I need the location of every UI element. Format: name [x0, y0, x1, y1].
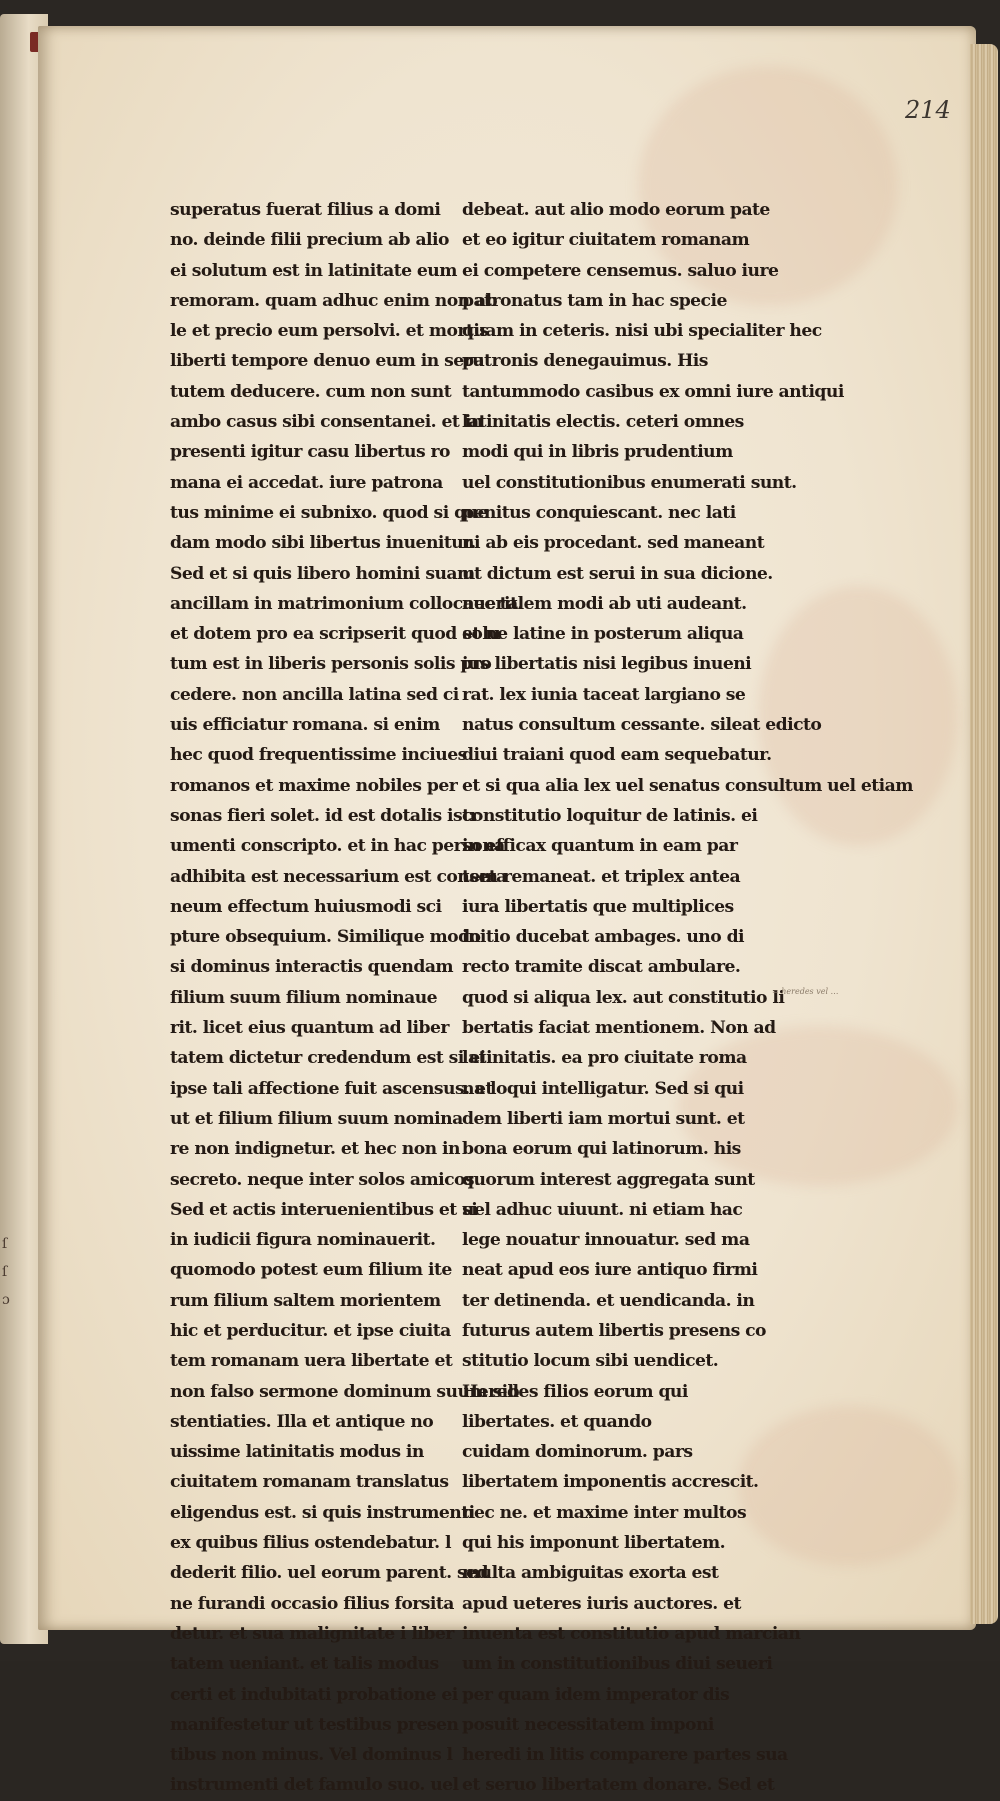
text-line: Sed et actis interuenientibus et si — [170, 1199, 478, 1220]
text-line: re non indignetur. et hec non in — [170, 1139, 460, 1160]
text-line: le et precio eum persolvi. et mortis — [170, 321, 489, 342]
text-line: hec quod frequentissime inciues — [170, 745, 467, 766]
text-line: uissime latinitatis modus in — [170, 1442, 424, 1463]
text-line: uis efficiatur romana. si enim — [170, 715, 440, 736]
text-line: no. deinde filii precium ab alio — [170, 230, 449, 251]
text-line: liberti tempore denuo eum in seru — [170, 351, 485, 372]
text-line: quorum interest aggregata sunt — [462, 1169, 755, 1190]
text-line: superatus fuerat filius a domi — [170, 200, 441, 220]
text-line: tantummodo casibus ex omni iure antiqui — [462, 381, 844, 402]
text-line: tutem deducere. cum non sunt — [170, 381, 452, 402]
text-line: na loqui intelligatur. Sed si qui — [462, 1078, 744, 1099]
text-line: ei solutum est in latinitate eum — [170, 260, 457, 281]
text-line: modi qui in libris prudentium — [462, 442, 733, 463]
text-line: lege nouatur innouatur. sed ma — [462, 1230, 750, 1251]
text-line: dederit filio. uel eorum parent. sed — [170, 1563, 488, 1584]
text-line: nec ne. et maxime inter multos — [462, 1502, 747, 1523]
text-line: recto tramite discat ambulare. — [462, 957, 741, 978]
text-line: nec talem modi ab uti audeant. — [462, 593, 747, 614]
text-column-left — [170, 195, 523, 1801]
text-line: rat. lex iunia taceat largiano se — [462, 684, 746, 705]
folio-number: 214 — [905, 96, 951, 124]
text-line: uel adhuc uiuunt. ni etiam hac — [462, 1199, 743, 1220]
text-line: ut dictum est serui in sua dicione. — [462, 563, 773, 584]
text-line: ni ab eis procedant. sed maneant — [462, 533, 765, 554]
text-line: rum filium saltem morientem — [170, 1290, 441, 1311]
text-line: tatem dictetur credendum est si ei — [170, 1048, 486, 1069]
text-line: ius libertatis nisi legibus inueni — [462, 654, 752, 675]
text-line: debeat. aut alio modo eorum pate — [462, 200, 770, 220]
text-line: stentiaties. Illa et antique no — [170, 1411, 434, 1432]
text-line: et eo igitur ciuitatem romanam — [462, 230, 750, 251]
text-line: constitutio loquitur de latinis. ei — [462, 805, 758, 826]
text-line: uel constitutionibus enumerati sunt. — [462, 472, 797, 493]
text-line: et si qua alia lex uel senatus consultum uel etiam — [462, 775, 913, 796]
text-line: tatem ueniant. et talis modus — [170, 1654, 439, 1675]
text-line: et seruo libertatem donare. Sed et — [462, 1775, 775, 1796]
text-line: secreto. neque inter solos amicos. — [170, 1169, 480, 1190]
text-line: ancillam in matrimonium collocauerit. — [170, 593, 523, 614]
text-line: penitus conquiescant. nec lati — [462, 502, 736, 523]
text-line: tem romanam uera libertate et — [170, 1351, 453, 1372]
text-line: sonas fieri solet. id est dotalis istr — [170, 805, 479, 826]
text-line: cedere. non ancilla latina sed ci — [170, 684, 459, 705]
text-line: patronis denegauimus. His — [462, 351, 708, 372]
text-line: bona eorum qui latinorum. his — [462, 1139, 741, 1160]
text-line: et dotem pro ea scripserit quod solu — [170, 624, 501, 645]
text-line: diui traiani quod eam sequebatur. — [462, 745, 772, 766]
text-line: ex quibus filius ostendebatur. l — [170, 1533, 451, 1554]
text-line: in efficax quantum in eam par — [462, 836, 738, 857]
text-line: tus minime ei subnixo. quod si que — [170, 502, 488, 523]
text-line: rit. licet eius quantum ad liber — [170, 1018, 449, 1039]
text-line: filium suum filium nominaue — [170, 987, 438, 1008]
text-line: quomodo potest eum filium ite — [170, 1260, 452, 1281]
text-line: tibus non minus. Vel dominus l — [170, 1745, 453, 1766]
text-line: natus consultum cessante. sileat edicto — [462, 715, 822, 736]
text-line: non falso sermone dominum suum sib — [170, 1381, 520, 1402]
text-line: mana ei accedat. iure patrona — [170, 472, 443, 493]
text-line: libertates. et quando — [462, 1411, 652, 1432]
text-line: qui his imponunt libertatem. — [462, 1533, 726, 1554]
text-line: Sed et si quis libero homini suam — [170, 563, 475, 584]
marginal-note: = heredes vel … — [772, 987, 839, 996]
text-line: et ne latine in posterum aliqua — [462, 624, 744, 645]
text-line: latinitatis. ea pro ciuitate roma — [462, 1048, 747, 1069]
text-line: manifestetur ut testibus presen — [170, 1714, 459, 1735]
text-line: dam modo sibi libertus inuenitur. — [170, 533, 476, 554]
text-line: tum est in liberis personis solis pro — [170, 654, 492, 675]
text-line: dem liberti iam mortui sunt. et — [462, 1108, 745, 1129]
text-line: presenti igitur casu libertus ro — [170, 442, 450, 463]
text-line: patronatus tam in hac specie — [462, 290, 727, 311]
text-line: instrumenti det famulo suo. uel — [170, 1775, 459, 1796]
text-line: per quam idem imperator dis — [462, 1684, 730, 1705]
text-line: multa ambiguitas exorta est — [462, 1563, 719, 1584]
text-line: Heredes filios eorum qui — [462, 1381, 688, 1402]
text-line: quod si aliqua lex. aut constitutio li — [462, 987, 785, 1008]
text-line: um in constitutionibus diui seueri — [462, 1654, 773, 1675]
text-line: futurus autem libertis presens co — [462, 1320, 766, 1341]
text-line: ciuitatem romanam translatus — [170, 1472, 449, 1493]
text-line: in iudicii figura nominauerit. — [170, 1230, 436, 1251]
facing-page-marks: ſ ſ ɔ — [2, 1236, 10, 1308]
page-stack-edges — [970, 44, 998, 1624]
text-line: certi et indubitati probatione ei — [170, 1684, 458, 1705]
text-line: bertatis faciat mentionem. Non ad — [462, 1018, 776, 1039]
text-line: stitutio locum sibi uendicet. — [462, 1351, 719, 1372]
text-line: detur. et sua malignitate i liber — [170, 1623, 454, 1644]
text-line: latinitatis electis. ceteri omnes — [462, 412, 744, 433]
text-line: quam in ceteris. nisi ubi specialiter hec — [462, 321, 822, 342]
text-line: initio ducebat ambages. uno di — [462, 927, 745, 948]
text-line: ne furandi occasio filius forsita — [170, 1593, 454, 1614]
text-line: neum effectum huiusmodi sci — [170, 896, 442, 917]
text-line: si dominus interactis quendam — [170, 957, 454, 978]
text-line: ut et filium filium suum nomina — [170, 1108, 463, 1129]
text-line: cuidam dominorum. pars — [462, 1442, 693, 1463]
text-line: neat apud eos iure antiquo firmi — [462, 1260, 758, 1281]
text-line: umenti conscripto. et in hac persona — [170, 836, 505, 857]
text-line: heredi in litis comparere partes sua — [462, 1745, 788, 1766]
text-line: romanos et maxime nobiles per — [170, 775, 458, 796]
text-line: ipse tali affectione fuit ascensus. et — [170, 1078, 493, 1099]
text-line: inuenta est constitutio apud marcian — [462, 1623, 801, 1644]
text-line: posuit necessitatem imponi — [462, 1714, 714, 1735]
text-line: ei competere censemus. saluo iure — [462, 260, 779, 281]
text-line: hic et perducitur. et ipse ciuita — [170, 1320, 451, 1341]
text-line: remoram. quam adhuc enim non ab — [170, 290, 498, 311]
text-line: tem remaneat. et triplex antea — [462, 866, 741, 887]
text-line: apud ueteres iuris auctores. et — [462, 1593, 741, 1614]
text-line: ter detinenda. et uendicanda. in — [462, 1290, 755, 1311]
text-line: eligendus est. si quis instrumenti — [170, 1502, 475, 1523]
text-line: libertatem imponentis accrescit. — [462, 1472, 759, 1493]
text-line: ambo casus sibi consentanei. et in — [170, 412, 483, 433]
text-line: adhibita est necessarium est conseta — [170, 866, 507, 887]
text-line: pture obsequium. Similique modo — [170, 927, 481, 948]
text-line: iura libertatis que multiplices — [462, 896, 734, 917]
